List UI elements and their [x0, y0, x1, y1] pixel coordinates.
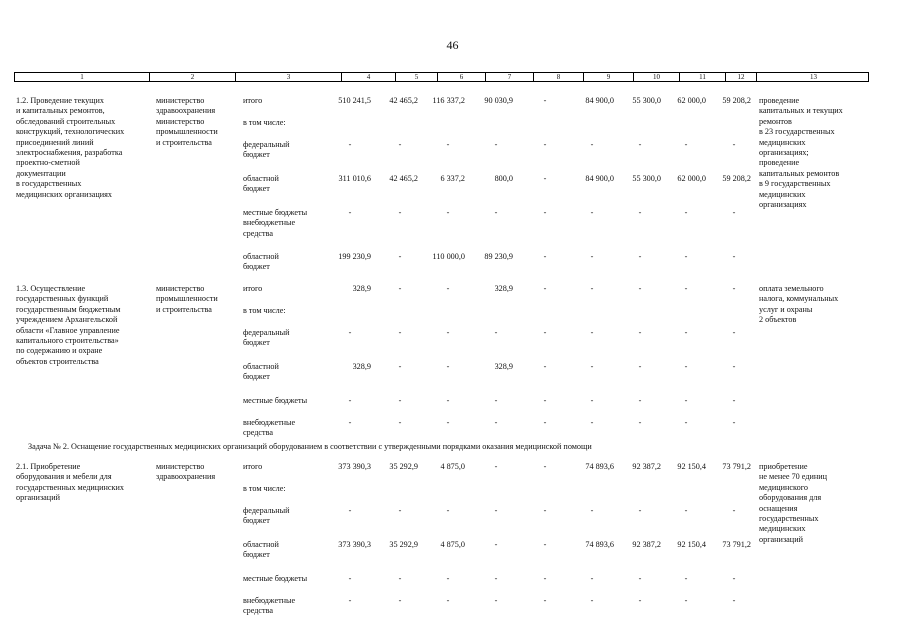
value-cell: -: [543, 362, 547, 371]
funding-source: в том числе:: [243, 306, 286, 315]
funding-source: федеральный бюджет: [243, 328, 290, 348]
executor: министерство промышленности и строительства: [156, 284, 218, 314]
page-number: 46: [446, 38, 459, 52]
value-cell: -: [348, 140, 352, 149]
value-cell: 311 010,6: [338, 174, 371, 183]
value-cell: 55 300,0: [632, 96, 661, 105]
value-cell: -: [398, 506, 402, 515]
funding-source: внебюджетные средства: [243, 596, 296, 616]
value-cell: -: [446, 208, 450, 217]
funding-source: в том числе:: [243, 484, 286, 493]
value-cell: -: [732, 596, 736, 605]
value-cell: -: [638, 284, 642, 293]
value-cell: 328,9: [352, 284, 371, 293]
value-cell: -: [684, 140, 688, 149]
funding-source: областной бюджет: [243, 540, 279, 560]
value-cell: -: [348, 328, 352, 337]
value-cell: -: [638, 208, 642, 217]
value-cell: 510 241,5: [338, 96, 371, 105]
header-col-12: 12: [725, 73, 756, 81]
value-cell: -: [590, 140, 594, 149]
value-cell: 92 150,4: [677, 540, 706, 549]
value-cell: -: [494, 540, 498, 549]
funding-source: областной бюджет: [243, 252, 279, 272]
header-col-1: 1: [80, 73, 84, 81]
value-cell: -: [590, 574, 594, 583]
value-cell: 6 337,2: [440, 174, 465, 183]
value-cell: -: [543, 140, 547, 149]
value-cell: 59 208,2: [722, 174, 751, 183]
value-cell: -: [684, 362, 688, 371]
value-cell: -: [494, 328, 498, 337]
funding-source: местные бюджеты внебюджетные средства: [243, 208, 308, 238]
measure-name: 1.2. Проведение текущих и капитальных ремонтов, обследований строительных конструкций, технологических присоединений линий электроснабжения, разработка проектно-сметной документации в государственных медицинских организациях: [16, 96, 125, 199]
value-cell: -: [590, 362, 594, 371]
value-cell: -: [543, 208, 547, 217]
value-cell: -: [494, 506, 498, 515]
value-cell: 62 000,0: [677, 96, 706, 105]
value-cell: -: [638, 574, 642, 583]
value-cell: -: [638, 140, 642, 149]
measure-name: 1.3. Осуществление государственных функций государственным бюджетным учреждением Архангельской области «Главное управление капитального строительства» по содержанию и охране объектов строительства: [16, 284, 121, 366]
funding-source: федеральный бюджет: [243, 506, 290, 526]
header-col-8: 8: [533, 73, 583, 81]
value-cell: -: [446, 506, 450, 515]
value-cell: 62 000,0: [677, 174, 706, 183]
value-cell: -: [638, 506, 642, 515]
value-cell: -: [543, 284, 547, 293]
value-cell: 73 791,2: [722, 540, 751, 549]
value-cell: -: [398, 362, 402, 371]
funding-source: местные бюджеты: [243, 574, 308, 583]
value-cell: -: [494, 596, 498, 605]
value-cell: 92 387,2: [632, 462, 661, 471]
value-cell: 110 000,0: [432, 252, 465, 261]
value-cell: -: [638, 596, 642, 605]
funding-source: федеральный бюджет: [243, 140, 290, 160]
value-cell: -: [732, 506, 736, 515]
value-cell: 42 465,2: [389, 96, 418, 105]
value-cell: 89 230,9: [484, 252, 513, 261]
value-cell: -: [348, 574, 352, 583]
value-cell: 116 337,2: [432, 96, 465, 105]
value-cell: -: [398, 418, 402, 427]
value-cell: 73 791,2: [722, 462, 751, 471]
value-cell: -: [684, 574, 688, 583]
value-cell: -: [590, 506, 594, 515]
measure-name: 2.1. Приобретение оборудования и мебели для государственных медицинских организаций: [16, 462, 125, 503]
value-cell: -: [638, 252, 642, 261]
header-col-10: 10: [633, 73, 679, 81]
value-cell: -: [398, 208, 402, 217]
funding-source: внебюджетные средства: [243, 418, 296, 438]
value-cell: 92 387,2: [632, 540, 661, 549]
value-cell: 373 390,3: [338, 462, 371, 471]
value-cell: -: [446, 574, 450, 583]
task-heading: Задача № 2. Оснащение государственных медицинских организаций оборудованием в соответствии с утвержденными порядками оказания медицинской помощи: [28, 442, 592, 451]
value-cell: -: [494, 396, 498, 405]
value-cell: -: [348, 418, 352, 427]
value-cell: 800,0: [494, 174, 513, 183]
header-col-9: 9: [583, 73, 633, 81]
value-cell: -: [590, 252, 594, 261]
expected-result: приобретение не менее 70 единиц медицинского оборудования для оснащения государственных медицинских организаций: [759, 462, 828, 544]
value-cell: -: [494, 462, 498, 471]
value-cell: -: [543, 328, 547, 337]
value-cell: 328,9: [352, 362, 371, 371]
value-cell: -: [543, 252, 547, 261]
funding-source: местные бюджеты: [243, 396, 308, 405]
value-cell: -: [398, 328, 402, 337]
value-cell: -: [398, 140, 402, 149]
value-cell: -: [684, 252, 688, 261]
value-cell: 84 900,0: [585, 174, 614, 183]
value-cell: -: [590, 418, 594, 427]
value-cell: -: [590, 328, 594, 337]
header-col-3: 3: [235, 73, 341, 81]
column-header-row: [14, 72, 869, 82]
value-cell: -: [446, 284, 450, 293]
value-cell: -: [732, 252, 736, 261]
value-cell: -: [446, 140, 450, 149]
value-cell: 55 300,0: [632, 174, 661, 183]
header-col-11: 11: [679, 73, 725, 81]
value-cell: -: [446, 328, 450, 337]
value-cell: -: [494, 140, 498, 149]
value-cell: -: [543, 418, 547, 427]
value-cell: 373 390,3: [338, 540, 371, 549]
value-cell: 35 292,9: [389, 540, 418, 549]
value-cell: -: [398, 284, 402, 293]
value-cell: -: [543, 174, 547, 183]
value-cell: -: [590, 596, 594, 605]
value-cell: -: [638, 396, 642, 405]
value-cell: -: [494, 574, 498, 583]
value-cell: -: [732, 418, 736, 427]
value-cell: 4 875,0: [440, 540, 465, 549]
header-col-2: 2: [149, 73, 235, 81]
header-col-13: 13: [756, 73, 870, 81]
value-cell: -: [732, 362, 736, 371]
funding-source: итого: [243, 462, 263, 471]
value-cell: -: [494, 208, 498, 217]
value-cell: -: [684, 208, 688, 217]
value-cell: 328,9: [494, 362, 513, 371]
value-cell: -: [446, 418, 450, 427]
value-cell: -: [638, 362, 642, 371]
value-cell: 42 465,2: [389, 174, 418, 183]
value-cell: -: [543, 596, 547, 605]
executor: министерство здравоохранения министерство промышленности и строительства: [156, 96, 218, 147]
value-cell: -: [398, 574, 402, 583]
value-cell: -: [398, 396, 402, 405]
value-cell: -: [543, 96, 547, 105]
value-cell: -: [446, 396, 450, 405]
funding-source: итого: [243, 96, 263, 105]
value-cell: -: [543, 506, 547, 515]
value-cell: 74 893,6: [585, 462, 614, 471]
value-cell: -: [543, 462, 547, 471]
expected-result: проведение капитальных и текущих ремонтов в 23 государственных медицинских организациях; проведение капитальных ремонтов в 9 государственных медицинских организациях: [759, 96, 843, 210]
value-cell: -: [684, 596, 688, 605]
funding-source: в том числе:: [243, 118, 286, 127]
header-col-5: 5: [395, 73, 437, 81]
header-col-6: 6: [437, 73, 485, 81]
value-cell: -: [732, 208, 736, 217]
value-cell: -: [684, 396, 688, 405]
value-cell: -: [732, 140, 736, 149]
value-cell: 92 150,4: [677, 462, 706, 471]
value-cell: -: [732, 396, 736, 405]
funding-source: областной бюджет: [243, 174, 279, 194]
funding-source: итого: [243, 284, 263, 293]
value-cell: 35 292,9: [389, 462, 418, 471]
value-cell: -: [348, 396, 352, 405]
value-cell: -: [590, 396, 594, 405]
value-cell: 84 900,0: [585, 96, 614, 105]
value-cell: -: [543, 540, 547, 549]
value-cell: -: [684, 328, 688, 337]
value-cell: -: [446, 596, 450, 605]
value-cell: -: [684, 506, 688, 515]
value-cell: -: [543, 574, 547, 583]
value-cell: 328,9: [494, 284, 513, 293]
header-col-7: 7: [485, 73, 533, 81]
value-cell: 59 208,2: [722, 96, 751, 105]
value-cell: -: [732, 284, 736, 293]
header-col-4: 4: [341, 73, 395, 81]
value-cell: -: [543, 396, 547, 405]
value-cell: -: [348, 208, 352, 217]
executor: министерство здравоохранения: [156, 462, 216, 482]
value-cell: -: [684, 418, 688, 427]
value-cell: -: [398, 252, 402, 261]
value-cell: -: [446, 362, 450, 371]
value-cell: 74 893,6: [585, 540, 614, 549]
value-cell: -: [590, 208, 594, 217]
value-cell: -: [684, 284, 688, 293]
expected-result: оплата земельного налога, коммунальных услуг и охраны 2 объектов: [759, 284, 839, 325]
value-cell: -: [590, 284, 594, 293]
value-cell: 4 875,0: [440, 462, 465, 471]
value-cell: -: [494, 418, 498, 427]
value-cell: -: [732, 574, 736, 583]
value-cell: -: [348, 506, 352, 515]
value-cell: -: [638, 328, 642, 337]
value-cell: 199 230,9: [338, 252, 371, 261]
value-cell: -: [398, 596, 402, 605]
value-cell: 90 030,9: [484, 96, 513, 105]
value-cell: -: [348, 596, 352, 605]
funding-source: областной бюджет: [243, 362, 279, 382]
value-cell: -: [732, 328, 736, 337]
value-cell: -: [638, 418, 642, 427]
